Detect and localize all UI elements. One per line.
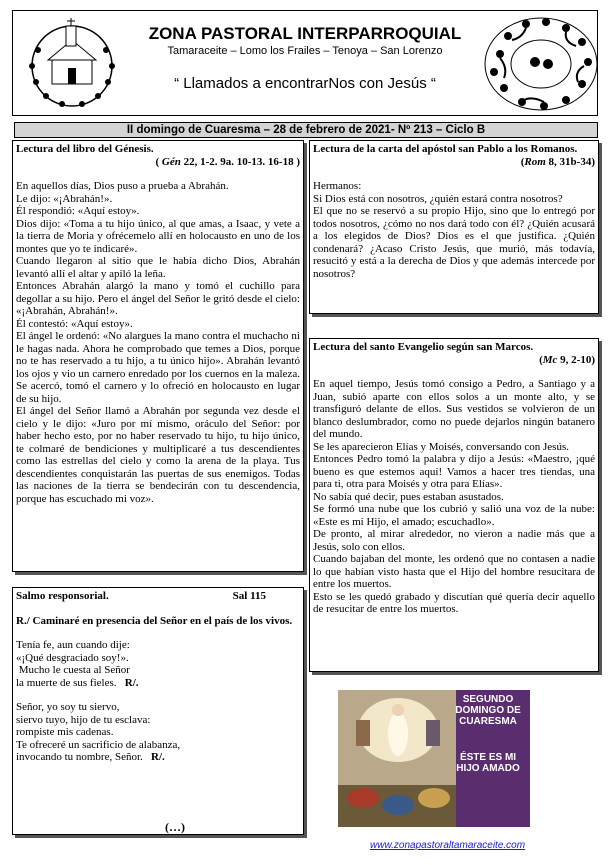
church-logo-icon [16,16,128,110]
psalm-r-marker: R/. [151,751,165,763]
parishes-subtitle: Tamaraceite – Lomo los Frailes – Tenoya – San Lorenzo [167,45,443,57]
psalm-number: Sal 115 [232,590,266,602]
motto: “ Llamados a encontrarNos con Jesús “ [174,75,436,92]
psalm-heading-row [16,590,300,603]
gospel-reference: (Mc 9, 2-10) [539,353,595,366]
genesis-paragraph: En aquellos días, Dios puso a prueba a Abrahán. [16,180,229,192]
genesis-reference: ( Gén 22, 1-2. 9a. 10-13. 16-18 ) [155,155,300,168]
genesis-paragraph: El ángel del Señor llamó a Abrahán por segunda vez desde el cielo y le dijo: «Juro por mí mismo, oráculo del Señor: por haber hecho esto, por no haber reservado tu hijo, tu hijo único, te colmaré de bendiciones y multiplicaré a tus descendientes como las estrellas del cielo y como la arena de la playa. Tus descendientes conquistarán las puertas de sus enemigos. Todas las naciones de la tierra se bendecirán con tu descendencia, porque has escuchado mi voz». [16,405,300,505]
continuation-ellipsis: (…) [165,820,185,834]
psalm-heading: Salmo responsorial. [16,590,109,602]
psalm-response: R./ Caminaré en presencia del Señor en el país de los vivos. [16,614,293,627]
genesis-paragraph: Entonces Abrahán alargó la mano y tomó el cuchillo para degollar a su hijo. Pero el ángel del Señor le gritó desde el cielo: «¡Abrahán, Abrahán!». [16,280,300,317]
psalm-box [12,587,304,835]
reading-gospel [309,338,599,672]
genesis-paragraph: Dios dijo: «Toma a tu hijo único, al que amas, a Isaac, y vete a la tierra de Moria y ofrécemelo allí en holocausto en uno de los montes que yo te indicaré». [16,217,300,255]
genesis-heading: Lectura del libro del Génesis. [16,143,154,155]
romans-paragraph: Si Dios está con nosotros, ¿quién estará contra nosotros? [313,192,563,205]
reading-genesis [12,140,304,572]
reading-romans [309,140,599,314]
gospel-heading: Lectura del santo Evangelio según san Marcos. [313,341,534,353]
gospel-paragraph: No sabía qué decir, pues estaban asustados. [313,490,504,503]
psalm-stanza-1: Tenía fe, aun cuando dije: «¡Qué desgraciado soy!». Mucho le cuesta al Señor la muerte de sus fieles. R/. [16,639,139,689]
gospel-paragraph: Se formó una nube que los cubrió y salió una voz de la nube: «Este es mi Hijo, el amado; escuchadlo». [313,503,595,528]
psalm-stanza-2: Señor, yo soy tu siervo, siervo tuyo, hijo de tu esclava: rompiste mis cadenas. Te ofreceré un sacrificio de alabanza, invocando tu nombre, Señor. R/. [16,701,181,763]
psalm-r-marker: R/. [124,676,139,689]
poster-title: SEGUNDO DOMINGO DE CUARESMA [455,694,521,727]
poster-caption: ÉSTE ES MI HIJO AMADO [456,752,520,774]
transfiguration-poster [338,690,530,827]
romans-reference: (Rom 8, 31b-34) [520,155,595,168]
gospel-paragraph: En aquel tiempo, Jesús tomó consigo a Pedro, a Santiago y a Juan, subió aparte con ellos solos a un monte alto, y se transfiguró delante de ellos. Sus vestidos se volvieron de un blanco deslumbrador, como no puede dejarlos ningún batanero del mundo. [313,378,595,440]
people-circle-illustration [480,14,602,114]
gospel-text [313,378,595,616]
genesis-paragraph: Él respondió: «Aquí estoy». [16,205,140,217]
genesis-text [16,180,300,505]
romans-text [313,180,595,280]
genesis-paragraph: Le dijo: «¡Abrahán!». [16,192,113,205]
gospel-paragraph: Entonces Pedro tomó la palabra y dijo a Jesús: «Maestro, ¡qué bueno es que estemos aquí! Vamos a hacer tres tiendas, una para ti, otra para Moisés y otra para Elías». [313,453,595,490]
gospel-paragraph: Esto se les quedó grabado y discutían qué quería decir aquello de resucitar de entre los muertos. [313,590,595,615]
genesis-paragraph: Él contestó: «Aquí estoy». [16,317,133,330]
genesis-paragraph: El ángel le ordenó: «No alargues la mano contra el muchacho ni le hagas nada. Ahora he comprobado que temes a Dios, porque no te has reservado a tu hijo, a tu único hijo». Abrahán levantó los ojos y vio un carnero enredado por los cuernos en la maleza. Se acercó, tomó el carnero y lo ofreció en holocausto en lugar de su hijo. [16,330,300,405]
issue-dateline: II domingo de Cuaresma – 28 de febrero de 2021- Nº 213 – Ciclo B [14,122,598,138]
gospel-paragraph: De pronto, al mirar alrededor, no vieron a nadie más que a Jesús, solo con ellos. [313,528,595,553]
zone-title: ZONA PASTORAL INTERPARROQUIAL [148,24,462,43]
website-link[interactable]: www.zonapastoraltamaraceite.com [370,840,526,851]
romans-paragraph: El que no se reservó a su propio Hijo, sino que lo entregó por todos nosotros, ¿cómo no nos dará todo con él? ¿Quién acusará a los elegidos de Dios? Dios es el que justifica. ¿Quién condenará? ¿Acaso Cristo Jesús, que murió, más todavía, resucitó y está a la derecha de Dios y que además intercede por nosotros? [313,205,595,280]
gospel-paragraph: Se les aparecieron Elías y Moisés, conversando con Jesús. [313,440,569,453]
romans-paragraph: Hermanos: [313,180,362,192]
gospel-paragraph: Cuando bajaban del monte, les ordenó que no contasen a nadie lo que habían visto hasta que el Hijo del hombre resucitara de entre los muertos. [313,553,595,590]
genesis-paragraph: Cuando llegaron al sitio que le había dicho Dios, Abrahán levantó allí el altar y apiló la leña. [16,255,300,280]
romans-heading: Lectura de la carta del apóstol san Pablo a los Romanos. [313,143,578,155]
